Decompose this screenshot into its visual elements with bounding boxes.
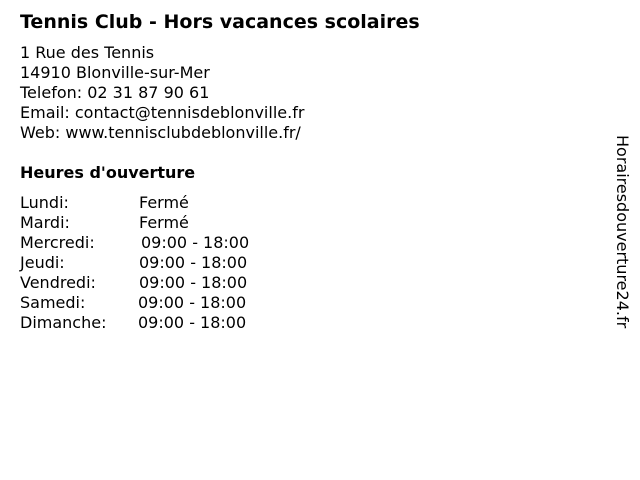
day-label: Mercredi: bbox=[20, 233, 95, 252]
city-address: 14910 Blonville-sur-Mer bbox=[20, 63, 210, 82]
hours-row-thursday bbox=[20, 253, 320, 273]
address-block bbox=[20, 43, 304, 143]
hours-row-sunday bbox=[20, 313, 320, 333]
hours-row-saturday bbox=[20, 293, 320, 313]
hours-value: 09:00 - 18:00 bbox=[138, 313, 247, 332]
website-address: Web: www.tennisclubdeblonville.fr/ bbox=[20, 123, 301, 142]
day-label: Jeudi: bbox=[20, 253, 65, 272]
page-title: Tennis Club - Hors vacances scolaires bbox=[20, 11, 420, 33]
hours-row-friday bbox=[20, 273, 320, 293]
hours-row-monday bbox=[20, 193, 320, 213]
day-label: Mardi: bbox=[20, 213, 70, 232]
hours-value: 09:00 - 18:00 bbox=[138, 293, 247, 312]
hours-value: Fermé bbox=[139, 193, 189, 212]
street-address: 1 Rue des Tennis bbox=[20, 43, 155, 62]
email-address: Email: contact@tennisdeblonville.fr bbox=[20, 103, 305, 122]
hours-value: Fermé bbox=[139, 213, 189, 232]
opening-hours-heading: Heures d'ouverture bbox=[20, 163, 196, 182]
hours-value: 09:00 - 18:00 bbox=[141, 233, 250, 252]
day-label: Lundi: bbox=[20, 193, 69, 212]
day-label: Dimanche: bbox=[20, 313, 107, 332]
hours-value: 09:00 - 18:00 bbox=[139, 253, 248, 272]
phone-number: Telefon: 02 31 87 90 61 bbox=[20, 83, 210, 102]
hours-value: 09:00 - 18:00 bbox=[139, 273, 248, 292]
site-watermark: Horairesdouverture24.fr bbox=[613, 135, 632, 329]
opening-hours-table bbox=[20, 193, 320, 333]
day-label: Samedi: bbox=[20, 293, 86, 312]
day-label: Vendredi: bbox=[20, 273, 96, 292]
hours-row-wednesday bbox=[20, 233, 320, 253]
hours-row-tuesday bbox=[20, 213, 320, 233]
